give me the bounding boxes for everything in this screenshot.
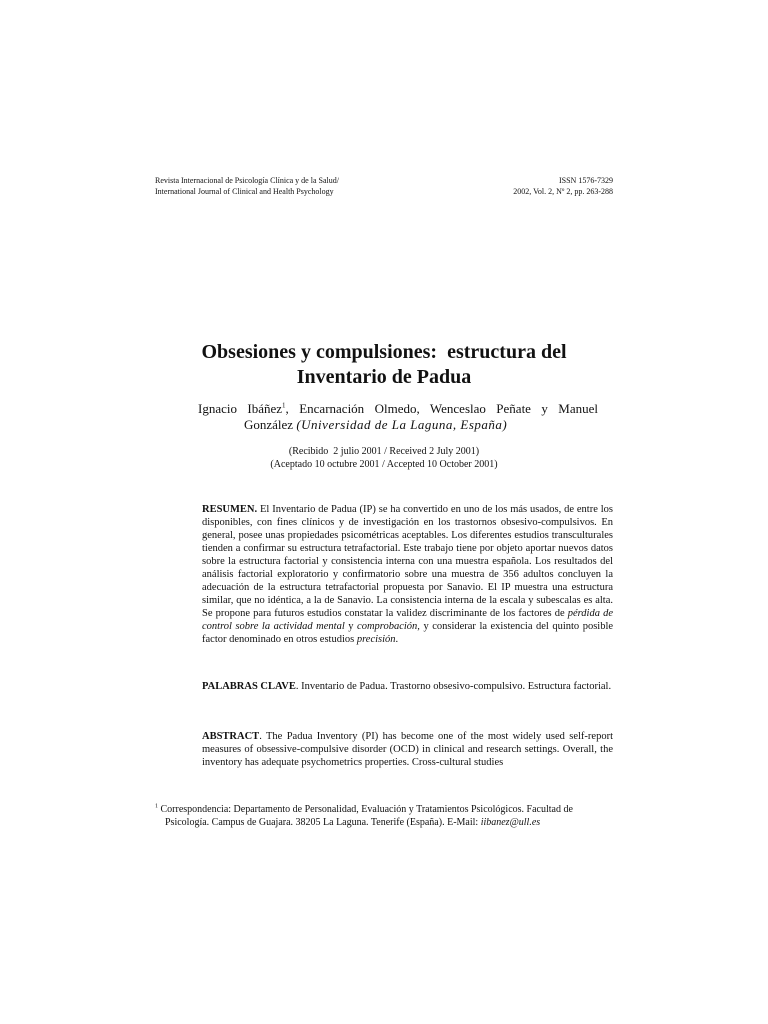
submission-dates: [155, 445, 613, 471]
keywords-section: [202, 680, 613, 693]
resumen-italic-3: precisión: [356, 634, 396, 645]
affiliation: (Universidad de La Laguna, España): [296, 417, 508, 432]
abstract-section: [202, 730, 613, 769]
journal-name-es: Revista Internacional de Psicología Clínica y de la Salud/: [155, 176, 339, 185]
title-line-2: Inventario de Padua: [296, 366, 472, 388]
author-list-rest: , Encarnación Olmedo, Wenceslao Peñate y Manuel: [285, 401, 599, 416]
volume-pages: 2002, Vol. 2, Nº 2, pp. 263-288: [513, 187, 613, 196]
footnote-marker: 1: [282, 401, 286, 410]
resumen-italic-2: comprobación,: [357, 621, 420, 632]
accepted-date: (Aceptado 10 octubre 2001 / Accepted 10 October 2001): [270, 459, 498, 470]
footnote-line-2: [155, 816, 613, 829]
title-line-1: Obsesiones y compulsiones: estructura del: [201, 341, 567, 363]
resumen-text-2: y: [344, 621, 358, 632]
abstract-paragraph: [202, 730, 613, 769]
resumen-text-1: El Inventario de Padua (IP) se ha convertido en uno de los más usados, de entre los disponibles, con fines clínicos y de investigación en los trastornos obsesivo-compulsivos. En general, posee unas propiedades psicométricas aceptables. Los diferentes estudios transculturales tienden a confirmar su estructura tetrafactorial. Este trabajo tiene por objeto aportar nuevos datos sobre la estructura factorial y consistencia interna con una muestra española. Los resultados del análisis factorial exploratorio y confirmatorio sobre una muestra de 356 adultos concluyen la adecuación de la estructura tetrafactorial propuesta por Sanavio. El IP muestra una estructura similar, que no idéntica, a la de Sanavio. La consistencia interna de la escala y subescalas es alta. Se propone para futuros estudios constatar la validez discriminante de los factores de: [202, 504, 619, 619]
journal-name-en: International Journal of Clinical and Health Psychology: [155, 187, 334, 196]
keywords-label: PALABRAS CLAVE: [202, 681, 296, 692]
resumen-paragraph: [202, 503, 619, 646]
footnote-line-1: [155, 803, 613, 816]
journal-issue-info: [513, 175, 613, 197]
issn: ISSN 1576-7329: [558, 176, 613, 185]
keywords-paragraph: [202, 680, 613, 693]
footnote-text-1: Correspondencia: Departamento de Personalidad, Evaluación y Tratamientos Psicológicos. Facultad de: [158, 804, 573, 815]
keywords-text: . Inventario de Padua. Trastorno obsesivo-compulsivo. Estructura factorial.: [295, 681, 612, 692]
author-line-2: [244, 417, 507, 433]
correspondence-footnote: [155, 803, 613, 829]
author-ibanez: Ignacio Ibáñez: [198, 401, 283, 416]
footnote-number: 1: [155, 803, 158, 810]
resumen-section: [202, 503, 619, 646]
paper-title: [155, 340, 613, 390]
resumen-text-3: y considerar la existencia del quinto posible factor denominado en otros estudios: [202, 621, 616, 645]
author-gonzalez: González: [244, 417, 294, 432]
footnote-email: iibanez@ull.es: [480, 817, 541, 828]
abstract-text: . The Padua Inventory (PI) has become one of the most widely used self-report measures of obsessive-compulsive disorder (OCD) in clinical and research settings. Overall, the inventory has adequate psychometrics properties. Cross-cultural studies: [202, 731, 613, 768]
received-date: (Recibido 2 julio 2001 / Received 2 July 2001): [288, 446, 480, 457]
resumen-text-4: .: [395, 634, 399, 645]
resumen-italic-1: pérdida de control sobre la actividad mental: [202, 608, 613, 632]
author-line-1: [198, 401, 598, 417]
abstract-label: ABSTRACT: [202, 731, 260, 742]
resumen-label: RESUMEN.: [202, 504, 258, 515]
footnote-text-2: Psicología. Campus de Guajara. 38205 La Laguna. Tenerife (España). E-Mail:: [165, 817, 481, 828]
journal-name: [155, 175, 339, 197]
